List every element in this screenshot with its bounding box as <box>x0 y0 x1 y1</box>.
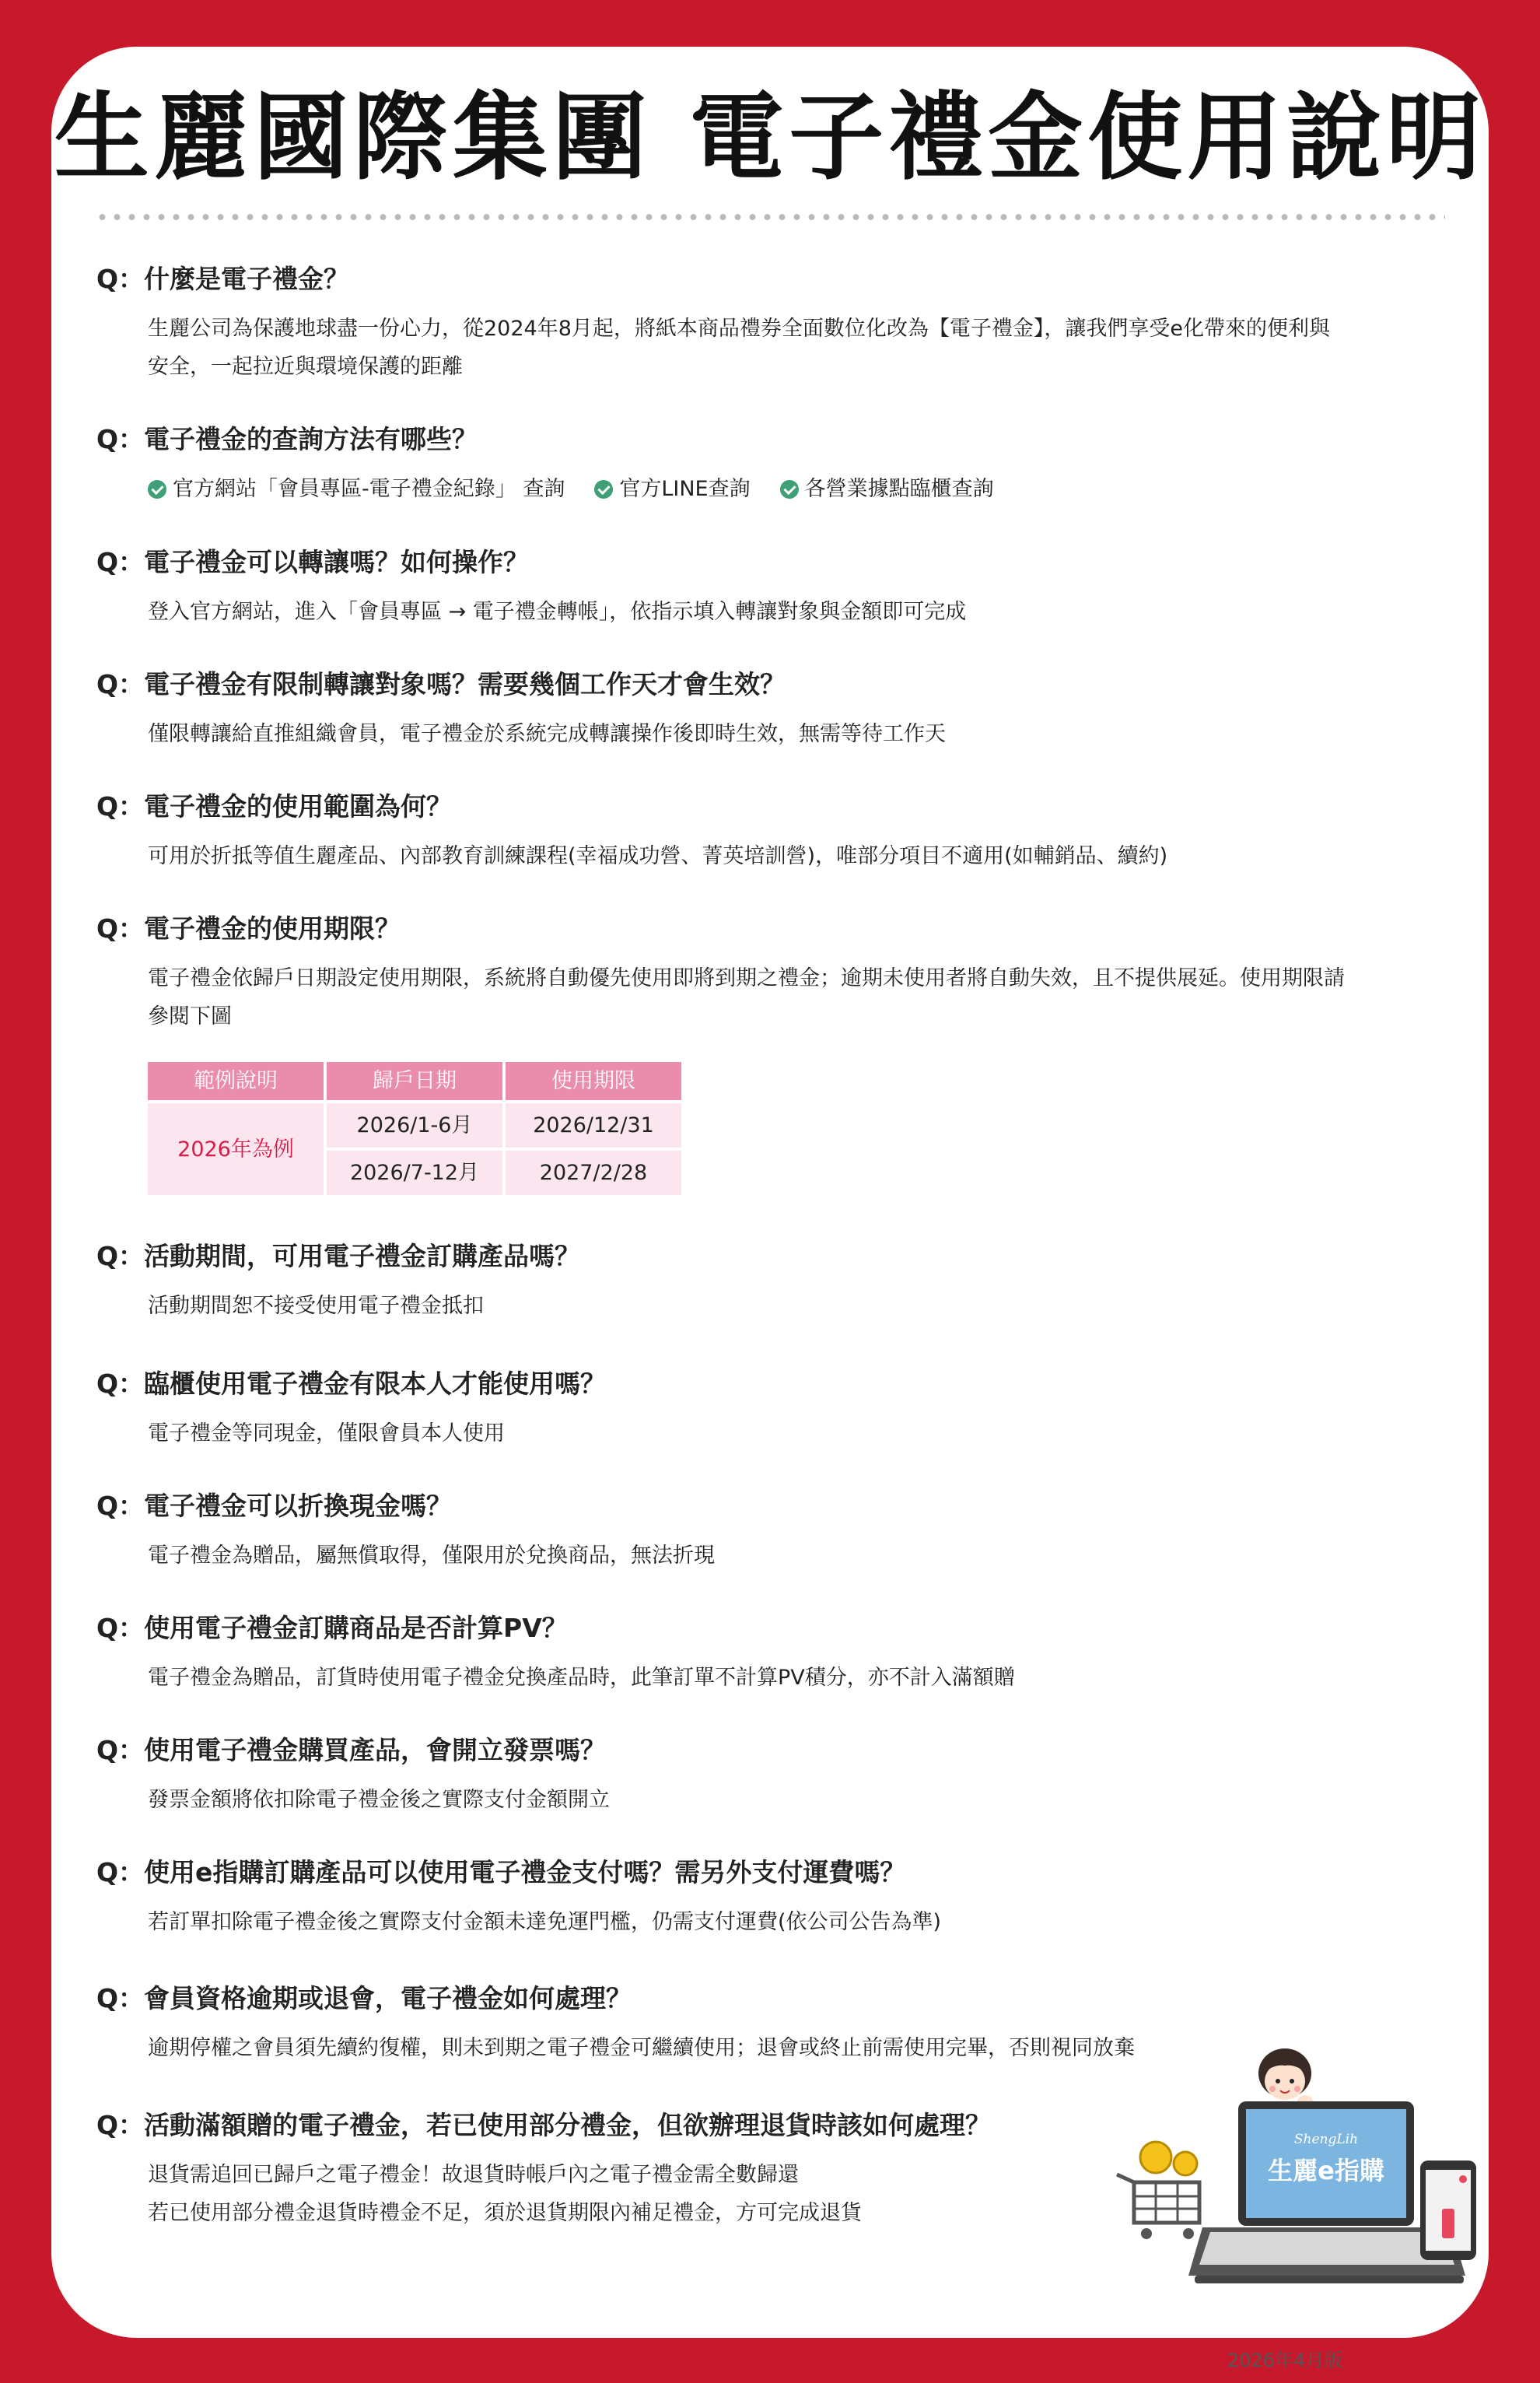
query-method-counter <box>780 470 994 508</box>
answer-line: 電子禮金為贈品，訂貨時使用電子禮金兌換產品時，此筆訂單不計算PV積分，亦不計入滿額贈 <box>148 1666 1015 1690</box>
faq-question: Q：電子禮金可以折換現金嗎？ <box>96 1491 453 1521</box>
table-cell: 2026/1-6月 <box>327 1103 502 1148</box>
example-cell: 2026年為例 <box>148 1103 324 1195</box>
answer-line: 生麗公司為保護地球盡一份心力，從2024年8月起，將紙本商品禮券全面數位化改為【電子禮金】，讓我們享受e化帶來的便利與 <box>148 317 1330 341</box>
validity-table <box>145 1059 684 1198</box>
faq-item-invoice <box>96 1733 1442 1819</box>
faq-answer <box>148 1903 1442 1941</box>
faq-item-counter-self <box>96 1366 1442 1453</box>
faq-item-query-methods <box>96 422 1442 508</box>
faq-question: Q：使用e指購訂購產品可以使用電子禮金支付嗎？需另外支付運費嗎？ <box>96 1857 906 1887</box>
faq-answer <box>148 310 1442 386</box>
faq-item-pv <box>96 1610 1442 1697</box>
answer-line: 參閱下圖 <box>148 1004 232 1029</box>
query-method-label: 各營業據點臨櫃查詢 <box>804 477 994 501</box>
answer-line: 登入官方網站，進入「會員專區 → 電子禮金轉帳」，依指示填入轉讓對象與金額即可完成 <box>148 600 967 624</box>
faq-item-campaign <box>96 1239 1442 1325</box>
query-method-list <box>148 470 1442 508</box>
query-method-line <box>594 470 750 508</box>
answer-line: 逾期停權之會員須先續約復權，則未到期之電子禮金可繼續使用；退會或終止前需使用完畢，否則視同放棄 <box>148 2036 1135 2060</box>
table-cell: 2026/12/31 <box>506 1103 681 1148</box>
faq-question: Q：電子禮金的使用期限？ <box>96 913 401 944</box>
mascot-girl-icon <box>1258 2048 1313 2108</box>
faq-question: Q：會員資格逾期或退會，電子禮金如何處理？ <box>96 1983 632 2013</box>
faq-answer <box>148 593 1442 631</box>
answer-line: 僅限轉讓給直推組織會員，電子禮金於系統完成轉讓操作後即時生效，無需等待工作天 <box>148 722 946 746</box>
dotted-divider <box>95 213 1445 221</box>
answer-line: 若訂單扣除電子禮金後之實際支付金額未達免運門檻，仍需支付運費(依公司公告為準) <box>148 1910 942 1934</box>
query-method-label: 官方LINE查詢 <box>619 477 751 501</box>
logo-text: ShengLih <box>1293 2132 1359 2147</box>
table-row <box>148 1103 681 1148</box>
edition-label: 2026年4月版 <box>1227 2350 1343 2371</box>
answer-line: 電子禮金為贈品，屬無償取得，僅限用於兌換商品，無法折現 <box>148 1544 715 1568</box>
answer-line: 若已使用部分禮金退貨時禮金不足，須於退貨期限內補足禮金，方可完成退貨 <box>148 2201 862 2225</box>
faq-answer <box>148 1537 1442 1575</box>
faq-question: Q：臨櫃使用電子禮金有限本人才能使用嗎？ <box>96 1368 607 1399</box>
query-method-label: 官方網站「會員專區-電子禮金紀錄」 查詢 <box>173 477 565 501</box>
faq-item-usage-scope <box>96 789 1442 875</box>
faq-answer <box>148 959 1442 1198</box>
check-circle-icon <box>594 480 613 499</box>
faq-question: Q：什麼是電子禮金？ <box>96 264 350 294</box>
answer-line: 活動期間恕不接受使用電子禮金抵扣 <box>148 1294 484 1318</box>
faq-answer <box>148 1287 1442 1325</box>
faq-card <box>51 47 1489 2371</box>
eshop-illustration <box>1086 2027 1490 2338</box>
check-circle-icon <box>780 480 799 499</box>
faq-question: Q：電子禮金的使用範圍為何？ <box>96 791 453 822</box>
faq-question: Q：電子禮金可以轉讓嗎？如何操作？ <box>96 547 530 577</box>
faq-question: Q：活動期間，可用電子禮金訂購產品嗎？ <box>96 1241 581 1271</box>
faq-answer <box>148 1781 1442 1819</box>
query-method-website <box>148 470 565 508</box>
faq-question: Q：使用電子禮金訂購商品是否計算PV？ <box>96 1613 568 1643</box>
faq-question: Q：活動滿額贈的電子禮金，若已使用部分禮金，但欲辦理退貨時該如何處理？ <box>96 2110 992 2140</box>
laptop-cart-illustration <box>1086 2027 1490 2338</box>
table-cell: 2027/2/28 <box>506 1151 681 1195</box>
faq-item-cash <box>96 1488 1442 1575</box>
table-cell: 2026/7-12月 <box>327 1151 502 1195</box>
faq-answer <box>148 715 1442 753</box>
faq-item-eshop-shipping <box>96 1855 1442 1941</box>
faq-answer <box>148 1659 1442 1697</box>
shopping-cart-icon <box>1117 2174 1199 2239</box>
answer-line: 發票金額將依扣除電子禮金後之實際支付金額開立 <box>148 1788 610 1812</box>
answer-line: 電子禮金依歸戶日期設定使用期限，系統將自動優先使用即將到期之禮金；逾期未使用者將自動失效，且不提供展延。使用期限請 <box>148 966 1345 990</box>
check-circle-icon <box>148 480 166 499</box>
screen-title: 生麗e指購 <box>1268 2156 1384 2185</box>
faq-answer <box>148 1414 1442 1453</box>
answer-line: 可用於折抵等值生麗產品、內部教育訓練課程(幸福成功營、菁英培訓營)，唯部分項目不適用(如輔銷品、續約) <box>148 844 1168 868</box>
faq-question: Q：使用電子禮金購買產品，會開立發票嗎？ <box>96 1735 607 1765</box>
table-header: 範例說明 <box>148 1062 324 1100</box>
answer-line: 電子禮金等同現金，僅限會員本人使用 <box>148 1421 505 1446</box>
faq-item-transfer <box>96 545 1442 631</box>
answer-line: 退貨需追回已歸戶之電子禮金！故退貨時帳戶內之電子禮金需全數歸還 <box>148 2163 799 2187</box>
faq-question: Q：電子禮金的查詢方法有哪些？ <box>96 424 478 454</box>
faq-question: Q：電子禮金有限制轉讓對象嗎？需要幾個工作天才會生效？ <box>96 669 786 699</box>
answer-line: 安全，一起拉近與環境保護的距離 <box>148 355 463 379</box>
table-header: 使用期限 <box>506 1062 681 1100</box>
page-title: 生麗國際集團 電子禮金使用說明 <box>54 82 1486 193</box>
coin-icon <box>1140 2142 1197 2175</box>
table-header: 歸戶日期 <box>327 1062 502 1100</box>
faq-answer <box>148 837 1442 875</box>
faq-item-transfer-limit <box>96 667 1442 753</box>
faq-item-what-is <box>96 261 1442 386</box>
smartphone-icon <box>1420 2160 1476 2260</box>
faq-item-validity <box>96 911 1442 1198</box>
